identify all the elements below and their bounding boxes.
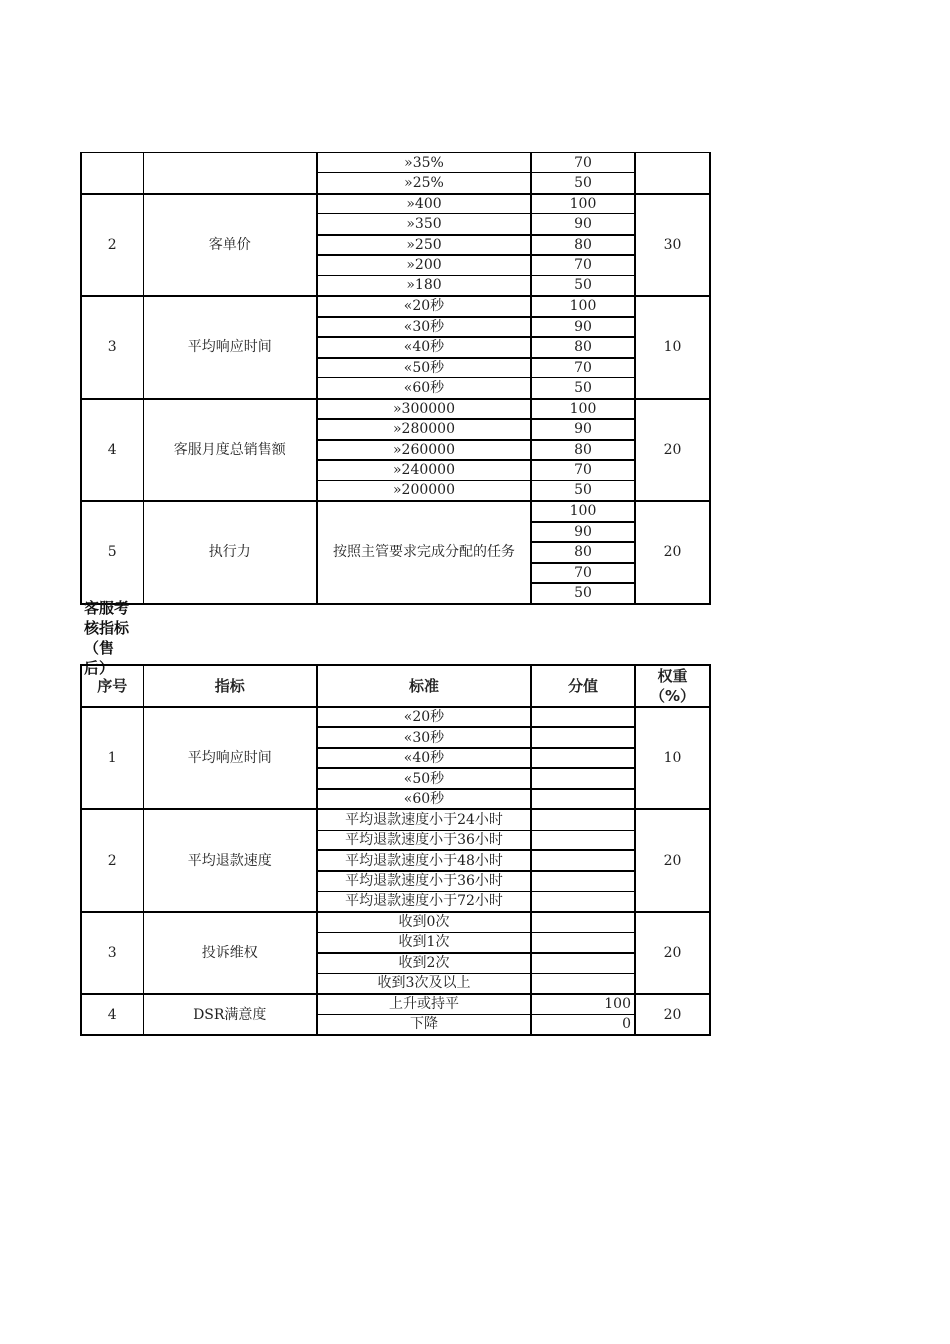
seq-cell: 4	[81, 399, 143, 501]
standard-cell: «60秒	[317, 789, 531, 809]
standard-cell: «30秒	[317, 317, 531, 337]
standard-cell: 平均退款速度小于72小时	[317, 891, 531, 912]
standard-cell: «20秒	[317, 296, 531, 317]
score-cell: 80	[531, 440, 635, 460]
weight-cell: 20	[635, 399, 710, 501]
standard-cell: 收到2次	[317, 953, 531, 973]
standard-cell: «50秒	[317, 358, 531, 378]
header-weight: 权重（%）	[635, 665, 710, 707]
table-row	[81, 707, 710, 727]
section-title-line: 核指标	[84, 619, 130, 637]
standard-cell: »300000	[317, 399, 531, 419]
seq-cell: 1	[81, 707, 143, 809]
indicator-cell: 平均退款速度	[143, 809, 317, 912]
standard-cell: 收到1次	[317, 932, 531, 953]
score-cell: 50	[531, 583, 635, 604]
standard-cell: »35%	[317, 153, 531, 173]
standard-cell: 收到3次及以上	[317, 973, 531, 994]
section-title-line: 后）	[84, 659, 115, 677]
score-cell: 80	[531, 235, 635, 255]
standard-cell: 平均退款速度小于48小时	[317, 850, 531, 871]
score-cell	[531, 727, 635, 748]
score-cell: 90	[531, 214, 635, 235]
indicator-cell: 投诉维权	[143, 912, 317, 994]
score-cell: 100	[531, 296, 635, 317]
header-seq: 序号	[81, 665, 143, 707]
assessment-table-aftersale	[80, 664, 711, 1036]
assessment-table-presale	[80, 152, 711, 605]
indicator-cell	[143, 153, 317, 194]
score-cell: 50	[531, 173, 635, 194]
score-cell: 70	[531, 358, 635, 378]
table-header-row	[81, 665, 710, 707]
score-cell	[531, 768, 635, 789]
score-cell	[531, 809, 635, 830]
weight-cell	[635, 153, 710, 194]
score-cell: 80	[531, 337, 635, 358]
section-title	[84, 598, 140, 677]
score-cell: 100	[531, 399, 635, 419]
score-cell: 90	[531, 419, 635, 440]
score-cell: 100	[531, 994, 635, 1014]
score-cell	[531, 932, 635, 953]
standard-cell: »180	[317, 276, 531, 296]
table-row	[81, 194, 710, 214]
score-cell	[531, 748, 635, 768]
score-cell: 0	[531, 1014, 635, 1035]
standard-cell: 平均退款速度小于36小时	[317, 830, 531, 850]
standard-cell: «40秒	[317, 748, 531, 768]
seq-cell: 3	[81, 912, 143, 994]
seq-cell: 3	[81, 296, 143, 399]
score-cell	[531, 973, 635, 994]
standard-cell: 平均退款速度小于36小时	[317, 871, 531, 891]
score-cell	[531, 891, 635, 912]
weight-cell: 20	[635, 809, 710, 912]
table-row	[81, 809, 710, 830]
weight-cell: 10	[635, 296, 710, 399]
table-row	[81, 399, 710, 419]
weight-cell: 20	[635, 912, 710, 994]
score-cell	[531, 707, 635, 727]
score-cell: 90	[531, 522, 635, 542]
score-cell	[531, 830, 635, 850]
score-cell: 90	[531, 317, 635, 337]
header-score: 分值	[531, 665, 635, 707]
standard-cell-merged: 按照主管要求完成分配的任务	[317, 501, 531, 604]
section-title-line: 客服考	[84, 599, 130, 617]
section-title-line: （售	[84, 639, 115, 657]
standard-cell: »250	[317, 235, 531, 255]
header-indicator: 指标	[143, 665, 317, 707]
score-cell: 50	[531, 378, 635, 399]
table-row	[81, 501, 710, 522]
standard-cell: »25%	[317, 173, 531, 194]
weight-cell: 30	[635, 194, 710, 296]
score-cell	[531, 953, 635, 973]
indicator-cell: 平均响应时间	[143, 707, 317, 809]
indicator-cell: 平均响应时间	[143, 296, 317, 399]
score-cell: 50	[531, 276, 635, 296]
score-cell: 70	[531, 153, 635, 173]
weight-cell: 20	[635, 994, 710, 1035]
standard-cell: »200000	[317, 481, 531, 501]
score-cell: 70	[531, 255, 635, 276]
score-cell: 100	[531, 501, 635, 522]
indicator-cell: 客单价	[143, 194, 317, 296]
score-cell: 80	[531, 542, 635, 563]
score-cell: 70	[531, 563, 635, 583]
standard-cell: »240000	[317, 460, 531, 481]
score-cell	[531, 912, 635, 932]
seq-cell: 5	[81, 501, 143, 604]
standard-cell: «30秒	[317, 727, 531, 748]
indicator-cell: 客服月度总销售额	[143, 399, 317, 501]
seq-cell: 2	[81, 809, 143, 912]
indicator-cell: 执行力	[143, 501, 317, 604]
standard-cell: 上升或持平	[317, 994, 531, 1014]
table-row	[81, 153, 710, 173]
score-cell: 70	[531, 460, 635, 481]
table-row	[81, 912, 710, 932]
table-row	[81, 296, 710, 317]
standard-cell: «20秒	[317, 707, 531, 727]
score-cell	[531, 850, 635, 871]
standard-cell: »400	[317, 194, 531, 214]
seq-cell: 4	[81, 994, 143, 1035]
indicator-cell: DSR满意度	[143, 994, 317, 1035]
standard-cell: »260000	[317, 440, 531, 460]
standard-cell: »280000	[317, 419, 531, 440]
standard-cell: 收到0次	[317, 912, 531, 932]
standard-cell: »200	[317, 255, 531, 276]
seq-cell	[81, 153, 143, 194]
standard-cell: «60秒	[317, 378, 531, 399]
score-cell	[531, 871, 635, 891]
header-standard: 标准	[317, 665, 531, 707]
seq-cell: 2	[81, 194, 143, 296]
score-cell: 100	[531, 194, 635, 214]
standard-cell: 平均退款速度小于24小时	[317, 809, 531, 830]
weight-cell: 10	[635, 707, 710, 809]
score-cell: 50	[531, 481, 635, 501]
weight-cell: 20	[635, 501, 710, 604]
standard-cell: «50秒	[317, 768, 531, 789]
standard-cell: «40秒	[317, 337, 531, 358]
standard-cell: »350	[317, 214, 531, 235]
score-cell	[531, 789, 635, 809]
table-row	[81, 994, 710, 1014]
standard-cell: 下降	[317, 1014, 531, 1035]
